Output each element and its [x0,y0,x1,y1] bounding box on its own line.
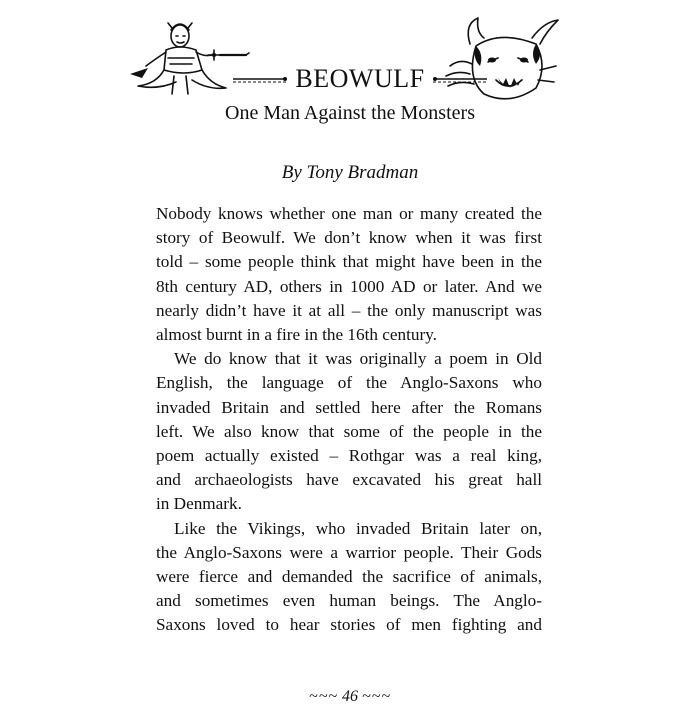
text-line: 8th century AD, others in 1000 AD or later. And we [156,276,542,296]
text-line: and archaeologists have excavated his great hall [156,470,542,490]
page-number [0,688,700,706]
left-rule-ornament [231,72,289,86]
paragraph [156,202,542,347]
text-line: told – some people think that might have been in the [156,252,542,272]
right-rule-ornament [431,72,489,86]
paragraph [156,517,542,638]
page-number-value: 46 [342,688,358,705]
subtitle: One Man Against the Monsters [225,102,475,124]
folio-ornament-left: ~~~ [309,688,338,705]
text-line: the Anglo-Saxons were a warrior people. Their Gods [156,542,542,562]
text-line: in Denmark. [156,494,242,514]
byline: By Tony Bradman [281,162,419,183]
text-line: were fierce and demanded the sacrifice of animals, [156,567,542,587]
folio-ornament-right: ~~~ [362,688,391,705]
text-line: We do know that it was originally a poem in Old [174,349,542,369]
page-title: BEOWULF [295,64,425,93]
text-line: invaded Britain and settled here after the Romans [156,397,542,417]
text-line: English, the language of the Anglo-Saxons who [156,373,542,393]
title-row [160,62,560,96]
text-line: nearly didn’t have it at all – the only manuscript was [156,300,542,320]
text-line: poem actually existed – Rothgar was a real king, [156,446,542,466]
body-text [156,202,542,638]
text-line: story of Beowulf. We don’t know when it was first [156,228,542,248]
text-line: almost burnt in a fire in the 16th century. [156,325,437,345]
paragraph [156,347,542,516]
text-line: and sometimes even human beings. The Anglo- [156,591,542,611]
text-line: left. We also know that some of the people in the [156,421,542,441]
text-line: Saxons loved to hear stories of men fighting and [156,615,542,635]
text-line: Nobody knows whether one man or many created the [156,204,542,223]
text-line: Like the Vikings, who invaded Britain later on, [174,518,542,538]
